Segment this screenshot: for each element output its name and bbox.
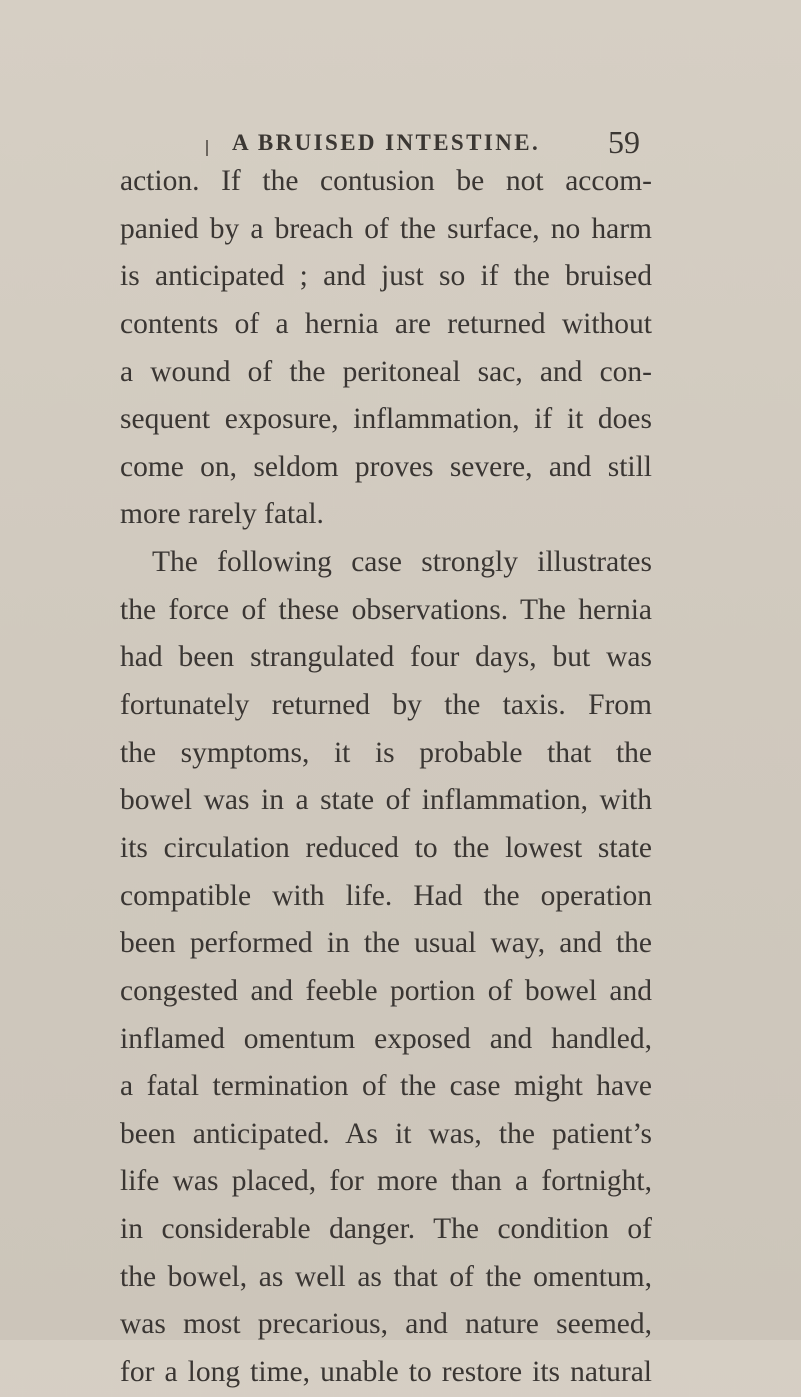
text-line: come on, seldom proves severe, and still — [120, 450, 652, 483]
text-line: sequent exposure, inflammation, if it does — [120, 403, 652, 436]
text-line: been anticipated. As it was, the patient’s — [120, 1117, 652, 1150]
text-line: fortunately returned by the taxis. From — [120, 689, 652, 722]
text-line: the bowel, as well as that of the omentum, — [120, 1260, 652, 1293]
text-line: congested and feeble portion of bowel and — [120, 974, 652, 1007]
text-line: was most precarious, and nature seemed, — [120, 1308, 652, 1341]
text-line: a wound of the peritoneal sac, and con- — [120, 355, 652, 388]
text-line: the force of these observations. The hernia — [120, 593, 652, 626]
page-number: 59 — [608, 124, 640, 160]
text-line: more rarely fatal. — [120, 498, 324, 531]
text-line: a fatal termination of the case might have — [120, 1070, 652, 1103]
text-line: had been strangulated four days, but was — [120, 641, 652, 674]
text-line: the symptoms, it is probable that the — [120, 736, 652, 769]
text-line: its circulation reduced to the lowest state — [120, 831, 652, 864]
text-line: compatible with life. Had the operation — [120, 879, 652, 912]
text-line: in considerable danger. The condition of — [120, 1213, 652, 1246]
text-line: bowel was in a state of inflammation, with — [120, 784, 652, 817]
text-line: inflamed omentum exposed and handled, — [120, 1022, 652, 1055]
text-line: life was placed, for more than a fortnight, — [120, 1165, 652, 1198]
text-line: been performed in the usual way, and the — [120, 927, 652, 960]
margin-mark — [206, 140, 208, 156]
text-line: panied by a breach of the surface, no harm — [120, 212, 652, 245]
body-text — [120, 158, 652, 1397]
running-head-title: A BRUISED INTESTINE. — [232, 130, 541, 155]
paragraph-start-line: The following case strongly illustrates — [152, 546, 652, 579]
text-line: action. If the contusion be not accom- — [120, 165, 652, 197]
text-line: contents of a hernia are returned without — [120, 307, 652, 340]
text-line: is anticipated ; and just so if the bruised — [120, 260, 652, 293]
text-line: for a long time, unable to restore its natural — [120, 1356, 652, 1389]
